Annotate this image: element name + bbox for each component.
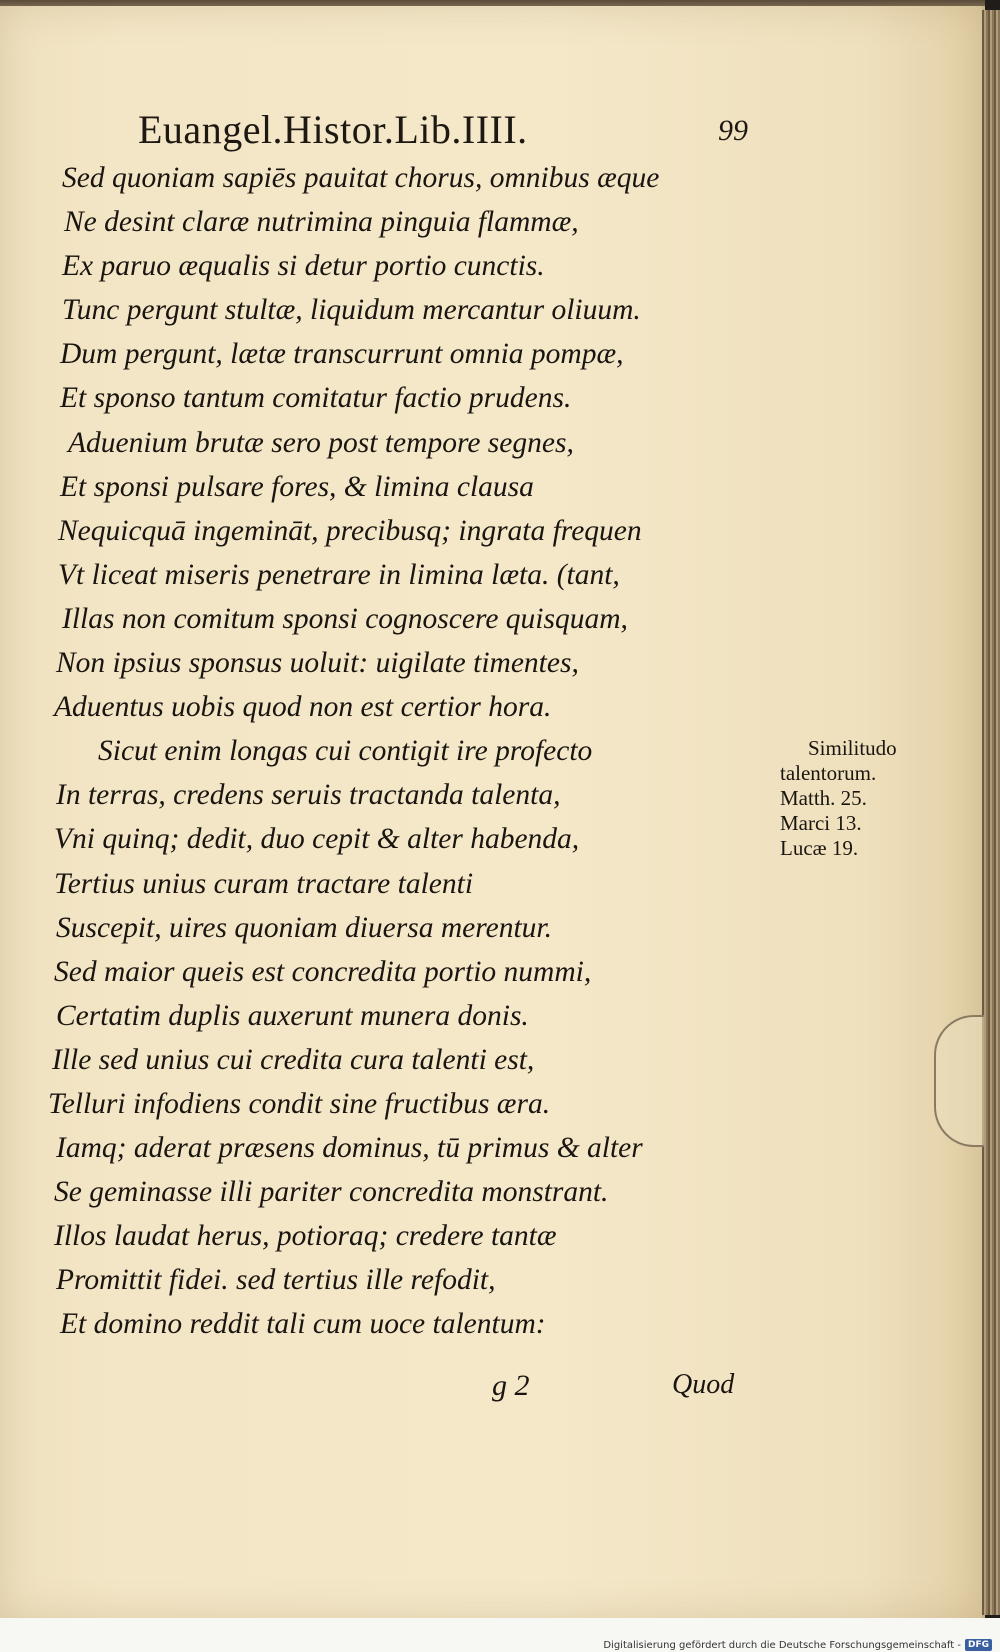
verse-line: Et domino reddit tali cum uoce talentum: bbox=[60, 1308, 546, 1341]
verse-line: Dum pergunt, lætæ transcurrunt omnia pompæ, bbox=[60, 338, 624, 371]
page-stack-edge bbox=[982, 10, 1000, 1615]
page-tab-marker bbox=[934, 1015, 984, 1147]
catchword: Quod bbox=[672, 1369, 735, 1400]
margin-note-line: Lucæ 19. bbox=[780, 836, 859, 860]
margin-note-line: Marci 13. bbox=[780, 811, 862, 835]
margin-note-line: talentorum. bbox=[780, 761, 877, 785]
folio-number: 99 bbox=[718, 114, 748, 147]
verse-line: Nequicquā ingemināt, precibusq; ingrata frequen bbox=[58, 514, 642, 547]
running-head: Euangel.Histor.Lib.IIII. bbox=[138, 107, 528, 152]
page-header bbox=[0, 106, 760, 156]
verse-line: Aduentus uobis quod non est certior hora. bbox=[54, 691, 552, 724]
verse-line: Sed maior queis est concredita portio nummi, bbox=[54, 955, 592, 988]
book-page bbox=[0, 6, 985, 1618]
verse-line: Tertius unius curam tractare talenti bbox=[54, 867, 474, 900]
margin-note-line: Matth. 25. bbox=[780, 786, 867, 810]
verse-line: Ne desint claræ nutrimina pinguia flammæ, bbox=[64, 206, 579, 239]
verse-line: Et sponsi pulsare fores, & limina clausa bbox=[60, 470, 534, 503]
verse-line: Vni quinq; dedit, duo cepit & alter habenda, bbox=[54, 823, 580, 856]
margin-note-line: Similitudo bbox=[808, 736, 897, 760]
verse-line: Illos laudat herus, potioraq; credere tantæ bbox=[54, 1220, 557, 1253]
verse-line: Vt liceat miseris penetrare in limina læta. (tant, bbox=[58, 558, 620, 591]
verse-line: Telluri infodiens condit sine fructibus æra. bbox=[48, 1087, 551, 1120]
verse-line: Non ipsius sponsus uoluit: uigilate timentes, bbox=[56, 647, 579, 680]
margin-note bbox=[780, 736, 960, 861]
verse-line: Aduenium brutæ sero post tempore segnes, bbox=[68, 426, 574, 459]
verse-line: Tunc pergunt stultæ, liquidum mercantur oliuum. bbox=[62, 294, 641, 327]
footer-credit-text: Digitalisierung gefördert durch die Deutsche Forschungsgemeinschaft - bbox=[603, 1639, 961, 1651]
verse-line: Illas non comitum sponsi cognoscere quisquam, bbox=[62, 602, 628, 635]
signature-mark: g 2 bbox=[492, 1369, 530, 1402]
verse-line: Iamq; aderat præsens dominus, tū primus & alter bbox=[56, 1132, 643, 1165]
verse-line: Se geminasse illi pariter concredita monstrant. bbox=[54, 1176, 609, 1209]
verse-line: Sed quoniam sapiēs pauitat chorus, omnibus æque bbox=[62, 162, 660, 194]
verse-line: Certatim duplis auxerunt munera donis. bbox=[56, 999, 529, 1032]
verse-line: Ex paruo æqualis si detur portio cunctis. bbox=[62, 250, 545, 283]
footer-credit bbox=[603, 1639, 992, 1651]
page-foot bbox=[0, 1369, 780, 1409]
verse-line: Sicut enim longas cui contigit ire profecto bbox=[98, 735, 593, 768]
verse-line: Et sponso tantum comitatur factio prudens. bbox=[60, 382, 572, 415]
dfg-logo: DFG bbox=[965, 1639, 992, 1651]
verse-text bbox=[0, 156, 780, 1347]
verse-line: In terras, credens seruis tractanda talenta, bbox=[56, 779, 561, 812]
verse-line: Suscepit, uires quoniam diuersa merentur. bbox=[56, 911, 552, 944]
verse-line: Promittit fidei. sed tertius ille refodit, bbox=[56, 1264, 496, 1297]
verse-line: Ille sed unius cui credita cura talenti est, bbox=[52, 1043, 535, 1076]
